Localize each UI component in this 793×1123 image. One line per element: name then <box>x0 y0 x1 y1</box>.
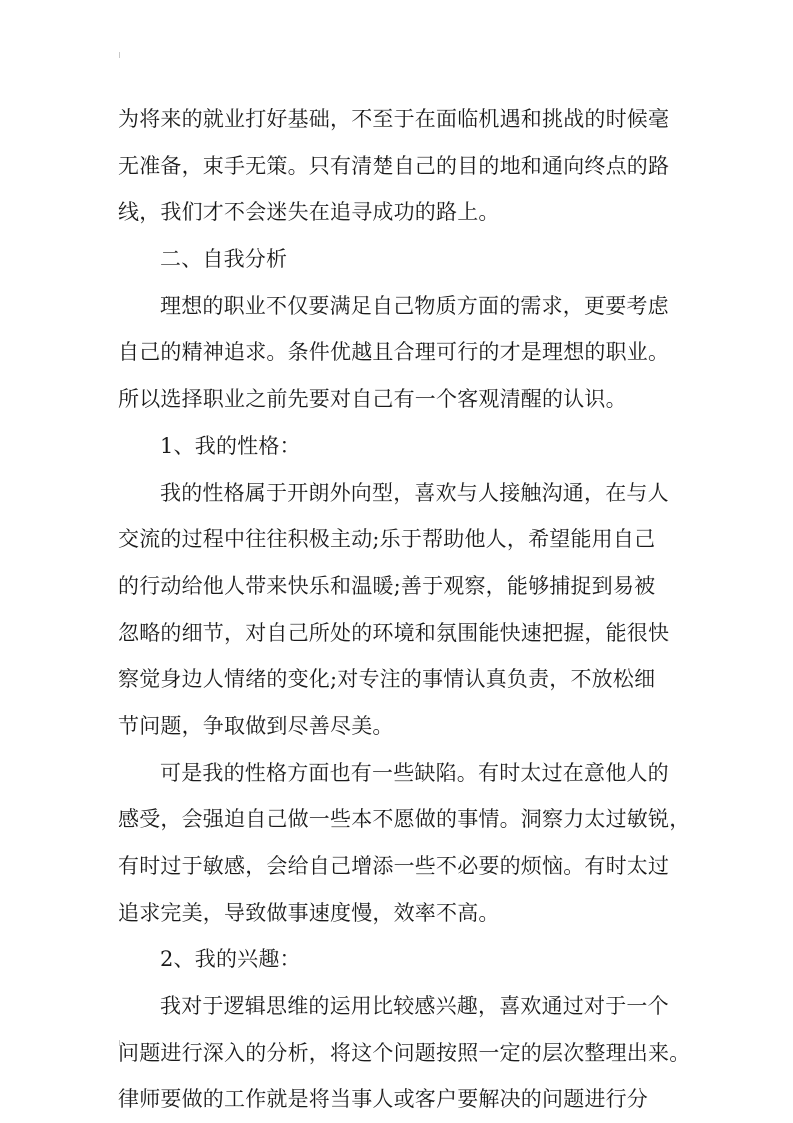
paragraph-line: 自己的精神追求。条件优越且合理可行的才是理想的职业。 <box>118 340 670 365</box>
document-body <box>118 96 691 1123</box>
paragraph-line: 问题进行深入的分析，将这个问题按照一定的层次整理出来。 <box>118 1040 691 1065</box>
subsection-heading: 1、我的性格： <box>160 433 301 458</box>
paragraph-line: 理想的职业不仅要满足自己物质方面的需求，更要考虑 <box>160 293 669 318</box>
corner-crop-mark <box>119 52 120 58</box>
paragraph-line: 感受，会强迫自己做一些本不愿做的事情。洞察力太过敏锐， <box>118 807 691 832</box>
paragraph-line: 为将来的就业打好基础，不至于在面临机遇和挑战的时候毫 <box>118 107 670 131</box>
paragraph-line: 所以选择职业之前先要对自己有一个客观清醒的认识。 <box>118 387 627 412</box>
paragraph-line: 追求完美，导致做事速度慢，效率不高。 <box>118 900 500 925</box>
paragraph-line: 节问题，争取做到尽善尽美。 <box>118 713 394 738</box>
paragraph-line: 我对于逻辑思维的运用比较感兴趣，喜欢通过对于一个 <box>160 994 669 1019</box>
paragraph-line: 无准备，束手无策。只有清楚自己的目的地和通向终点的路 <box>118 153 670 178</box>
paragraph-line: 有时过于敏感，会给自己增添一些不必要的烦恼。有时太过 <box>118 854 670 878</box>
paragraph-line: 可是我的性格方面也有一些缺陷。有时太过在意他人的 <box>160 760 669 785</box>
paragraph-line: 察觉身边人情绪的变化;对专注的事情认真负责，不放松细 <box>118 667 656 692</box>
paragraph-line: 线，我们才不会迷失在追寻成功的路上。 <box>118 200 500 225</box>
paragraph-line: 交流的过程中往往积极主动;乐于帮助他人，希望能用自己 <box>118 527 656 552</box>
paragraph-line: 忽略的细节，对自己所处的环境和氛围能快速把握，能很快 <box>118 620 670 645</box>
paragraph-line: 的行动给他人带来快乐和温暖;善于观察，能够捕捉到易被 <box>118 573 656 598</box>
section-heading: 二、自我分析 <box>160 247 288 272</box>
paragraph-line: 律师要做的工作就是将当事人或客户要解决的问题进行分 <box>118 1087 648 1112</box>
paragraph-line: 我的性格属于开朗外向型，喜欢与人接触沟通，在与人 <box>160 480 669 505</box>
subsection-heading: 2、我的兴趣： <box>160 947 301 972</box>
